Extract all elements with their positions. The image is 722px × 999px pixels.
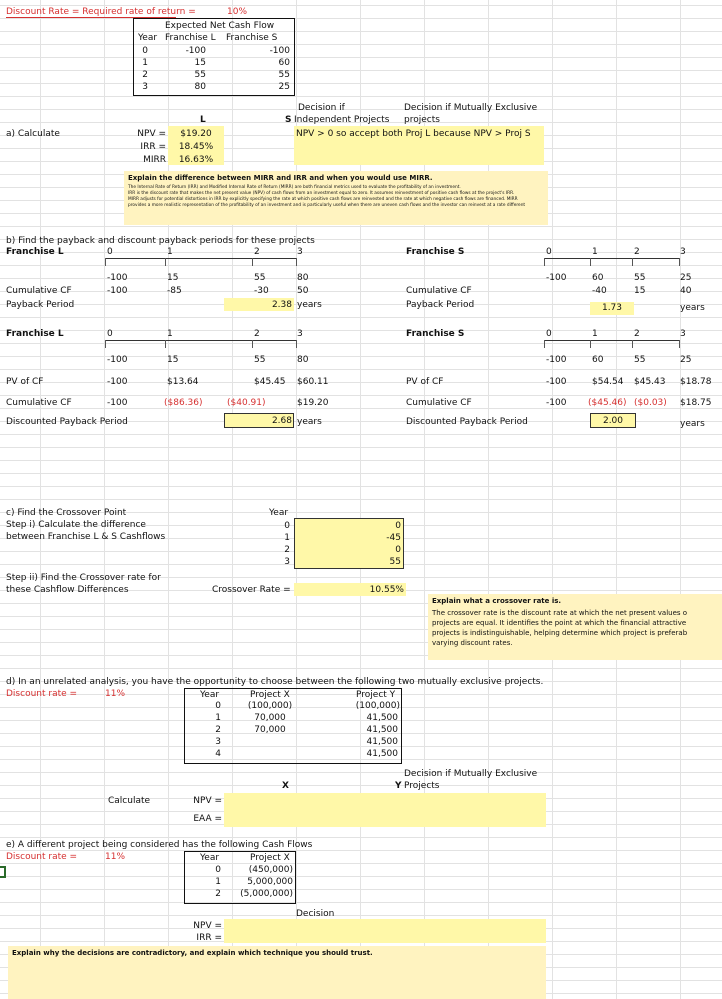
timeline-tick <box>544 258 545 266</box>
col-s-header: S <box>285 115 292 125</box>
timeline-tick <box>296 258 297 266</box>
table-cell[interactable]: 1 <box>215 877 221 887</box>
l-discounted-cumulative[interactable]: ($86.36) <box>164 398 203 408</box>
mirr-label: MIRR <box>143 155 166 165</box>
s-discounted-cumulative[interactable]: ($45.46) <box>588 398 627 408</box>
col-project-x: Project X <box>250 853 290 863</box>
col-year: Year <box>200 690 220 700</box>
l-cash-flow[interactable]: 55 <box>254 355 266 365</box>
npv-label: NPV = <box>137 129 166 139</box>
col-year: Year <box>200 853 220 863</box>
table-cell[interactable]: 0 <box>215 701 221 711</box>
payback-l-value[interactable]: 2.38 <box>271 300 292 310</box>
crossover-explanation-box[interactable] <box>428 594 722 660</box>
crossover-explanation-line: The crossover rate is the discount rate at which the net present values o <box>432 609 688 618</box>
year-header: 1 <box>592 329 598 339</box>
step2-line2: these Cashflow Differences <box>6 585 129 595</box>
s-cash-flow[interactable]: -100 <box>546 273 567 283</box>
l-cash-flow[interactable]: 15 <box>167 273 179 283</box>
s-cash-flow[interactable]: -100 <box>546 355 567 365</box>
table-cell[interactable]: 41,500 <box>366 749 398 759</box>
part-e-discount-value[interactable]: 11% <box>105 852 126 862</box>
s-cash-flow[interactable]: 55 <box>634 355 646 365</box>
mirr-explanation-box[interactable] <box>124 171 548 225</box>
year-header: 0 <box>107 247 113 257</box>
npv-l-value[interactable]: $19.20 <box>180 129 212 139</box>
timeline-tick <box>252 258 253 266</box>
table-cell[interactable]: -100 <box>269 46 290 56</box>
crossover-explanation-line: projects is indistinguishable, helping determine which project is preferab <box>432 629 688 638</box>
crossover-explanation-line: varying discount rates. <box>432 639 513 648</box>
year-header: 0 <box>546 329 552 339</box>
table-cell[interactable]: (5,000,000) <box>240 889 293 899</box>
diff-year: 0 <box>284 521 290 531</box>
diff-value[interactable]: 0 <box>395 545 401 555</box>
year-header: 1 <box>592 247 598 257</box>
l-discounted-cumulative[interactable]: $19.20 <box>297 398 329 408</box>
year-header: 3 <box>297 247 303 257</box>
col-year: Year <box>138 33 158 43</box>
years-label: years <box>680 303 705 313</box>
l-pv[interactable]: $60.11 <box>297 377 329 387</box>
table-cell[interactable]: 25 <box>278 82 290 92</box>
timeline-tick <box>632 340 633 348</box>
pv-of-cf-label: PV of CF <box>6 377 44 387</box>
discounted-payback-label: Discounted Payback Period <box>406 417 528 427</box>
mirr-l-value[interactable]: 16.63% <box>178 155 214 165</box>
l-cash-flow[interactable]: -100 <box>107 355 128 365</box>
s-pv[interactable]: $18.78 <box>680 377 712 387</box>
table-cell[interactable]: 41,500 <box>366 713 398 723</box>
franchise-s-title: Franchise S <box>406 329 465 339</box>
timeline-tick <box>679 340 680 348</box>
timeline-tick <box>105 258 106 266</box>
s-cash-flow[interactable]: 25 <box>680 355 692 365</box>
crossover-label: Crossover Rate = <box>212 585 291 595</box>
col-project-x: Project X <box>250 690 290 700</box>
l-pv[interactable]: $45.45 <box>254 377 286 387</box>
payback-period-label: Payback Period <box>6 300 75 310</box>
part-d-heading: d) In an unrelated analysis, you have the opportunity to choose between the following two mutually exclusive projects. <box>6 677 544 687</box>
table-cell[interactable]: 0 <box>142 46 148 56</box>
year-header: 3 <box>297 329 303 339</box>
decision-independent-2: Independent Projects <box>294 115 390 125</box>
npv-label: NPV = <box>193 921 222 931</box>
part-d-discount-value[interactable]: 11% <box>105 689 126 699</box>
decision-mutual-1: Decision if Mutually Exclusive <box>404 103 538 113</box>
s-cumulative[interactable]: 15 <box>634 286 646 296</box>
l-discounted-cumulative[interactable]: -100 <box>107 398 128 408</box>
step1-line1: Step i) Calculate the difference <box>6 520 146 530</box>
part-a-label: a) Calculate <box>6 129 60 139</box>
mirr-explanation-line: The Internal Rate of Return (IRR) and Modified Internal Rate of Return (MIRR) are both financial metrics used to evaluate the profitability of an investment. <box>128 185 461 191</box>
year-header: 0 <box>107 329 113 339</box>
s-cash-flow[interactable]: 60 <box>592 355 604 365</box>
calculate-label: Calculate <box>108 796 151 806</box>
s-cumulative[interactable]: -40 <box>592 286 607 296</box>
l-cash-flow[interactable]: 55 <box>254 273 266 283</box>
diff-value[interactable]: 0 <box>395 521 401 531</box>
cumulative-cf-label: Cumulative CF <box>6 286 72 296</box>
eaa-label: EAA = <box>193 814 222 824</box>
table-cell[interactable]: 5,000,000 <box>247 877 293 887</box>
l-cash-flow[interactable]: 80 <box>297 355 309 365</box>
part-d-discount-label: Discount rate = <box>6 689 78 699</box>
table-cell[interactable]: 2 <box>215 725 221 735</box>
pv-of-cf-label: PV of CF <box>406 377 444 387</box>
s-pv[interactable]: $45.43 <box>634 377 666 387</box>
mirr-explanation-title: Explain the difference between MIRR and IRR and when you would use MIRR. <box>128 174 433 182</box>
step1-line2: between Franchise L & S Cashflows <box>6 532 166 542</box>
table-cell[interactable]: 70,000 <box>254 713 286 723</box>
l-discounted-cumulative[interactable]: ($40.91) <box>227 398 266 408</box>
years-label: years <box>297 300 322 310</box>
table-cell[interactable]: 1 <box>215 713 221 723</box>
s-pv[interactable]: -100 <box>546 377 567 387</box>
timeline-s <box>544 258 680 259</box>
s-cash-flow[interactable]: 25 <box>680 273 692 283</box>
timeline-tick <box>544 340 545 348</box>
col-l-header: L <box>200 115 206 125</box>
timeline-tick <box>296 340 297 348</box>
diff-year: 1 <box>284 533 290 543</box>
discounted-payback-label: Discounted Payback Period <box>6 417 128 427</box>
s-discounted-cumulative[interactable]: $18.75 <box>680 398 712 408</box>
s-pv[interactable]: $54.54 <box>592 377 624 387</box>
mirr-explanation-line: provides a more realistic representation of the profitability of an investment and is particularly useful when there are uneven cash flows and the investor can reinvest at a rate different <box>128 203 526 209</box>
cumulative-cf-label: Cumulative CF <box>406 286 472 296</box>
table-cell[interactable]: 3 <box>215 737 221 747</box>
mirr-explanation-line: IRR is the discount rate that makes the net present value (NPV) of cash flows from an investment equal to zero. It assumes reinvestment of positive cash flows at the project's IRR. <box>128 191 515 197</box>
s-cumulative[interactable]: 40 <box>680 286 692 296</box>
decision-mutual-2: projects <box>404 115 440 125</box>
contradiction-explanation-title: Explain why the decisions are contradictory, and explain which technique you should trust. <box>12 949 373 957</box>
table-cell[interactable]: 2 <box>215 889 221 899</box>
cumulative-cf-label: Cumulative CF <box>6 398 72 408</box>
table-cell[interactable]: (100,000) <box>247 701 293 711</box>
col-franchise-s: Franchise S <box>226 33 278 43</box>
irr-l-value[interactable]: 18.45% <box>178 142 214 152</box>
step2-line1: Step ii) Find the Crossover rate for <box>6 573 161 583</box>
decision-label: Decision <box>296 909 335 919</box>
timeline-tick <box>252 340 253 348</box>
diff-value[interactable]: -45 <box>386 533 401 543</box>
l-pv[interactable]: -100 <box>107 377 128 387</box>
part-e-decision-fill[interactable] <box>294 919 546 943</box>
decision-mutual-2: Projects <box>404 781 440 791</box>
table-cell[interactable]: 1 <box>142 58 148 68</box>
discounted-payback-l-value[interactable]: 2.68 <box>271 416 292 426</box>
timeline-l <box>105 258 297 259</box>
part-c-heading: c) Find the Crossover Point <box>6 508 127 518</box>
contradiction-explanation-box[interactable] <box>8 946 546 999</box>
l-cash-flow[interactable]: 80 <box>297 273 309 283</box>
discount-rate-label: Discount Rate = Required rate of return = <box>6 7 196 17</box>
payback-period-label: Payback Period <box>406 300 475 310</box>
table-cell[interactable]: 4 <box>215 749 221 759</box>
table-cell[interactable]: 3 <box>142 82 148 92</box>
table-cell[interactable]: 41,500 <box>366 725 398 735</box>
table-cell[interactable]: -100 <box>185 46 206 56</box>
timeline-tick <box>105 340 106 348</box>
timeline-s <box>544 340 680 341</box>
table-cell[interactable]: 55 <box>278 70 290 80</box>
col-x-header: X <box>282 781 289 791</box>
l-cumulative[interactable]: -100 <box>107 286 128 296</box>
year-header: 2 <box>254 247 260 257</box>
cell-cursor-icon <box>0 866 6 878</box>
cumulative-cf-label: Cumulative CF <box>406 398 472 408</box>
part-e-npv-irr-fill[interactable] <box>224 919 294 943</box>
table-cell[interactable]: 15 <box>194 58 206 68</box>
irr-label: IRR = <box>140 142 166 152</box>
year-label: Year <box>269 508 289 518</box>
npv-decision[interactable]: NPV > 0 so accept both Proj L because NPV > Proj S <box>296 129 531 139</box>
timeline-tick <box>165 340 166 348</box>
diff-value[interactable]: 55 <box>389 557 401 567</box>
l-cash-flow[interactable]: 15 <box>167 355 179 365</box>
year-header: 3 <box>680 247 686 257</box>
payback-s-value[interactable]: 1.73 <box>601 303 623 313</box>
years-label: years <box>297 417 322 427</box>
year-header: 0 <box>546 247 552 257</box>
irr-label: IRR = <box>196 933 222 943</box>
table-cell[interactable]: 0 <box>215 865 221 875</box>
mirr-explanation-line: MIRR adjusts for potential distortions in IRR by explicitly specifying the rate at which positive cash flows are reinvested and the rate at which negative cash flows are financed. MIRR <box>128 197 518 203</box>
part-e-heading: e) A different project being considered has the following Cash Flows <box>6 840 313 850</box>
years-label: years <box>680 419 705 429</box>
discount-rate-value[interactable]: 10% <box>227 7 248 17</box>
decision-mutual-1: Decision if Mutually Exclusive <box>404 769 538 779</box>
year-header: 2 <box>634 329 640 339</box>
l-cumulative[interactable]: -85 <box>167 286 182 296</box>
crossover-explanation-line: projects are equal. It identifies the point at which the financial attractive <box>432 619 687 628</box>
s-cash-flow[interactable]: 55 <box>634 273 646 283</box>
s-cash-flow[interactable]: 60 <box>592 273 604 283</box>
npv-label: NPV = <box>193 796 222 806</box>
part-e-discount-label: Discount rate = <box>6 852 78 862</box>
l-pv[interactable]: $13.64 <box>167 377 199 387</box>
timeline-tick <box>590 340 591 348</box>
col-y-header: Y <box>395 781 402 791</box>
l-cash-flow[interactable]: -100 <box>107 273 128 283</box>
table-cell[interactable]: 2 <box>142 70 148 80</box>
year-header: 2 <box>634 247 640 257</box>
timeline-tick <box>679 258 680 266</box>
diff-year: 2 <box>284 545 290 555</box>
franchise-l-title: Franchise L <box>6 329 64 339</box>
discounted-payback-s-value[interactable]: 2.00 <box>602 416 624 426</box>
franchise-s-title: Franchise S <box>406 247 465 257</box>
crossover-explanation-title: Explain what a crossover rate is. <box>432 597 562 605</box>
table-cell[interactable]: (450,000) <box>248 865 293 875</box>
part-d-answer-fill[interactable] <box>224 793 546 827</box>
table-cell[interactable]: 70,000 <box>254 725 286 735</box>
year-header: 1 <box>167 329 173 339</box>
table-cell[interactable]: (100,000) <box>355 701 400 711</box>
franchise-l-title: Franchise L <box>6 247 64 257</box>
timeline-tick <box>165 258 166 266</box>
part-b-heading: b) Find the payback and discount payback periods for these projects <box>6 236 315 246</box>
l-cumulative[interactable]: -30 <box>254 286 269 296</box>
year-header: 1 <box>167 247 173 257</box>
table-cell[interactable]: 55 <box>194 70 206 80</box>
crossover-value[interactable]: 10.55% <box>369 585 404 595</box>
timeline-tick <box>632 258 633 266</box>
decision-independent-1: Decision if <box>298 103 345 113</box>
col-franchise-l: Franchise L <box>165 33 216 43</box>
s-discounted-cumulative[interactable]: -100 <box>546 398 567 408</box>
table-cell[interactable]: 80 <box>194 82 206 92</box>
table-cell[interactable]: 41,500 <box>366 737 398 747</box>
table-cell[interactable]: 60 <box>278 58 290 68</box>
l-cumulative[interactable]: 50 <box>297 286 309 296</box>
cash-flow-title: Expected Net Cash Flow <box>165 21 275 31</box>
s-discounted-cumulative[interactable]: ($0.03) <box>634 398 667 408</box>
col-project-y: Project Y <box>356 690 396 700</box>
timeline-tick <box>590 258 591 266</box>
year-header: 2 <box>254 329 260 339</box>
year-header: 3 <box>680 329 686 339</box>
diff-year: 3 <box>284 557 290 567</box>
timeline-l <box>105 340 297 341</box>
